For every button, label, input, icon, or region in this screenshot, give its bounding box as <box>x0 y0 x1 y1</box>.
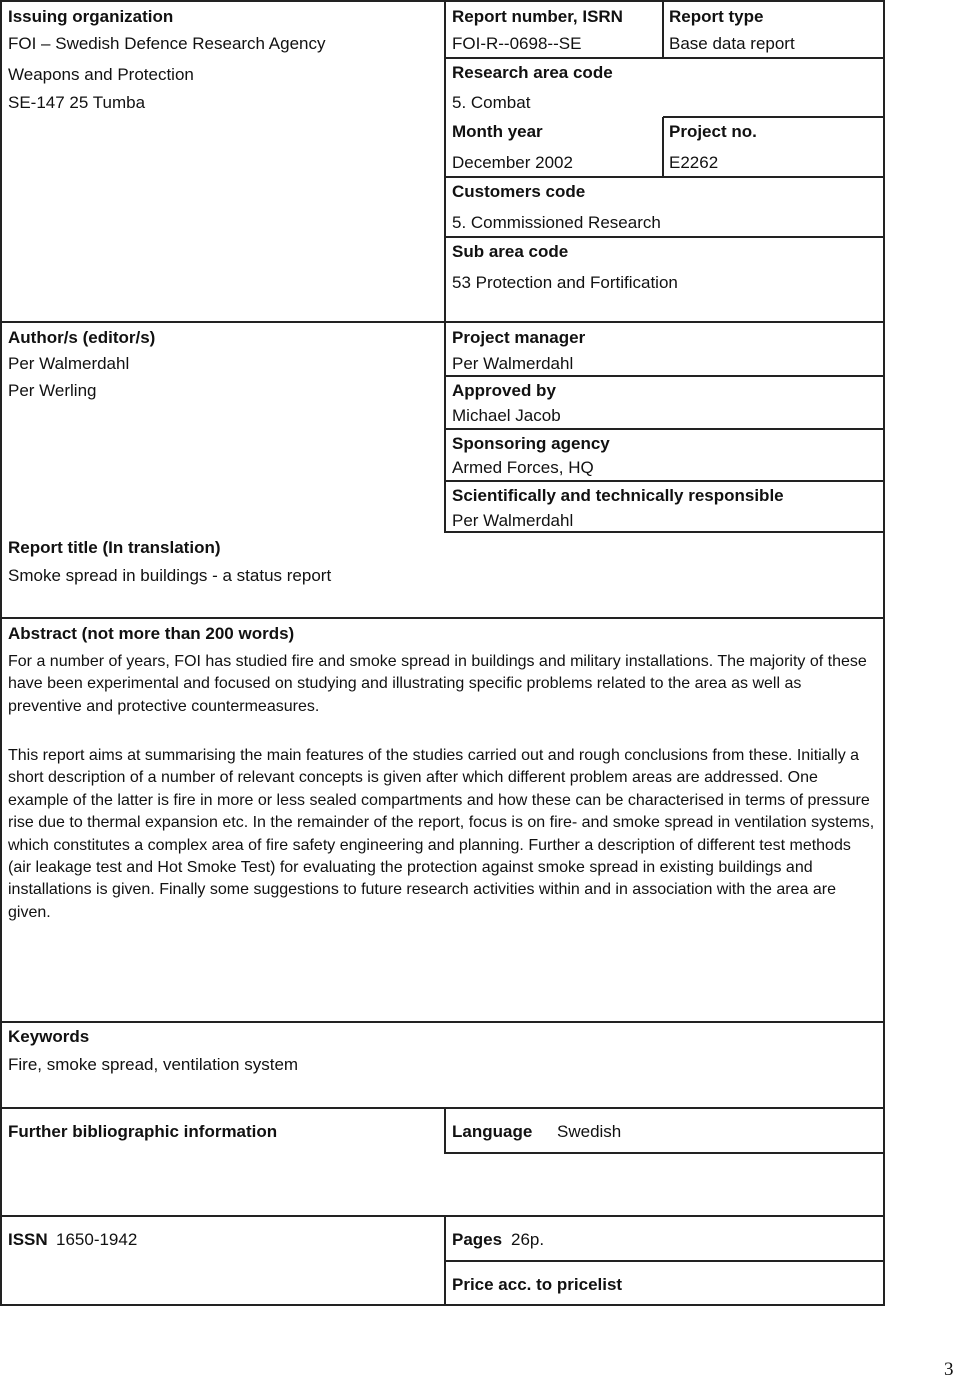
rule-customers <box>445 176 885 178</box>
project-manager-value: Per Walmerdahl <box>452 354 574 373</box>
report-title-value: Smoke spread in buildings - a status report <box>8 566 332 585</box>
language-value: Swedish <box>557 1122 622 1141</box>
customers-code-value: 5. Commissioned Research <box>452 213 661 232</box>
price-label: Price acc. to pricelist <box>452 1275 623 1294</box>
rule-month-year <box>663 116 885 118</box>
rule-abstract-top <box>0 617 885 619</box>
sci-responsible-label: Scientifically and technically responsible <box>452 486 784 505</box>
research-area-value: 5. Combat <box>452 93 531 112</box>
research-area-label: Research area code <box>452 63 613 82</box>
project-no-value: E2262 <box>669 153 719 172</box>
report-number-value: FOI-R--0698--SE <box>452 34 582 53</box>
report-type-value: Base data report <box>669 34 795 53</box>
border-right <box>883 0 885 1306</box>
rule-sci <box>445 480 885 482</box>
col-divider-mid <box>444 321 446 533</box>
rule-approved <box>445 375 885 377</box>
rule-sci-bottom <box>445 531 885 533</box>
col-divider-type <box>662 0 664 58</box>
issuing-line-2: Weapons and Protection <box>8 65 194 84</box>
rule-sponsoring <box>445 428 885 430</box>
abstract-paragraph: For a number of years, FOI has studied fire and smoke spread in buildings and military installations. The majority of these have been experimental and focused on studying and illustrating specific problems related to the area as well as preventive and protective countermeasures. <box>8 653 867 715</box>
keywords-label: Keywords <box>8 1027 90 1046</box>
approved-by-label: Approved by <box>452 381 556 400</box>
keywords-value: Fire, smoke spread, ventilation system <box>8 1055 299 1074</box>
page-number: 3 <box>944 1359 954 1380</box>
border-top <box>0 0 885 2</box>
issuing-line-1: FOI – Swedish Defence Research Agency <box>8 34 326 53</box>
col-divider-lang <box>444 1107 446 1154</box>
col-divider-project <box>662 117 664 178</box>
abstract-paragraph: This report aims at summarising the main features of the studies carried out and rough conclusions from these. Initially a short description of a number of relevant concepts is given after which different problem areas are addressed. One example of the latter is fire in more or less sealed compartments and how these can be characterised in terms of pressure rise due to thermal expansion etc. In the remainder of the report, focus is on fire- and smoke spread in ventilation systems, which constitutes a complex area of fire safety engineering and planning. Further a description of different test methods (air leakage test and Hot Smoke Test) for evaluating the protection against smoke spread in existing buildings and installations is given. Finally some suggestions to future research activities within and in association with the area are given. <box>8 747 875 921</box>
rule-sub-area <box>445 236 885 238</box>
rule-authors-top <box>0 321 885 323</box>
rule-keywords-top <box>0 1021 885 1023</box>
authors-label: Author/s (editor/s) <box>8 328 156 347</box>
issuing-label: Issuing organization <box>8 7 174 26</box>
rule-issn-top <box>0 1215 885 1217</box>
rule-pages-bottom <box>445 1260 885 1262</box>
border-bottom <box>0 1304 885 1306</box>
customers-code-label: Customers code <box>452 182 586 201</box>
rule-language-bottom <box>445 1152 885 1154</box>
rule-research-area <box>445 57 885 59</box>
author-name: Per Walmerdahl <box>8 354 130 373</box>
issn-label: ISSN <box>8 1230 48 1249</box>
pages-value: 26p. <box>511 1230 545 1249</box>
report-type-label: Report type <box>669 7 764 26</box>
project-no-label: Project no. <box>669 122 757 141</box>
col-divider-top <box>444 0 446 323</box>
month-year-label: Month year <box>452 122 543 141</box>
border-left <box>0 0 2 1306</box>
month-year-value: December 2002 <box>452 153 573 172</box>
report-title-label: Report title (In translation) <box>8 538 221 557</box>
sponsoring-agency-value: Armed Forces, HQ <box>452 458 594 477</box>
sponsoring-agency-label: Sponsoring agency <box>452 434 610 453</box>
author-name: Per Werling <box>8 381 97 400</box>
sub-area-label: Sub area code <box>452 242 569 261</box>
sub-area-value: 53 Protection and Fortification <box>452 273 678 292</box>
report-number-label: Report number, ISRN <box>452 7 623 26</box>
project-manager-label: Project manager <box>452 328 586 347</box>
abstract-label: Abstract (not more than 200 words) <box>8 624 295 643</box>
issn-value: 1650-1942 <box>56 1230 138 1249</box>
language-label: Language <box>452 1122 533 1141</box>
pages-label: Pages <box>452 1230 503 1249</box>
sci-responsible-value: Per Walmerdahl <box>452 511 574 530</box>
approved-by-value: Michael Jacob <box>452 406 561 425</box>
issuing-line-3: SE-147 25 Tumba <box>8 93 146 112</box>
rule-further-top <box>0 1107 885 1109</box>
further-bib-label: Further bibliographic information <box>8 1122 278 1141</box>
